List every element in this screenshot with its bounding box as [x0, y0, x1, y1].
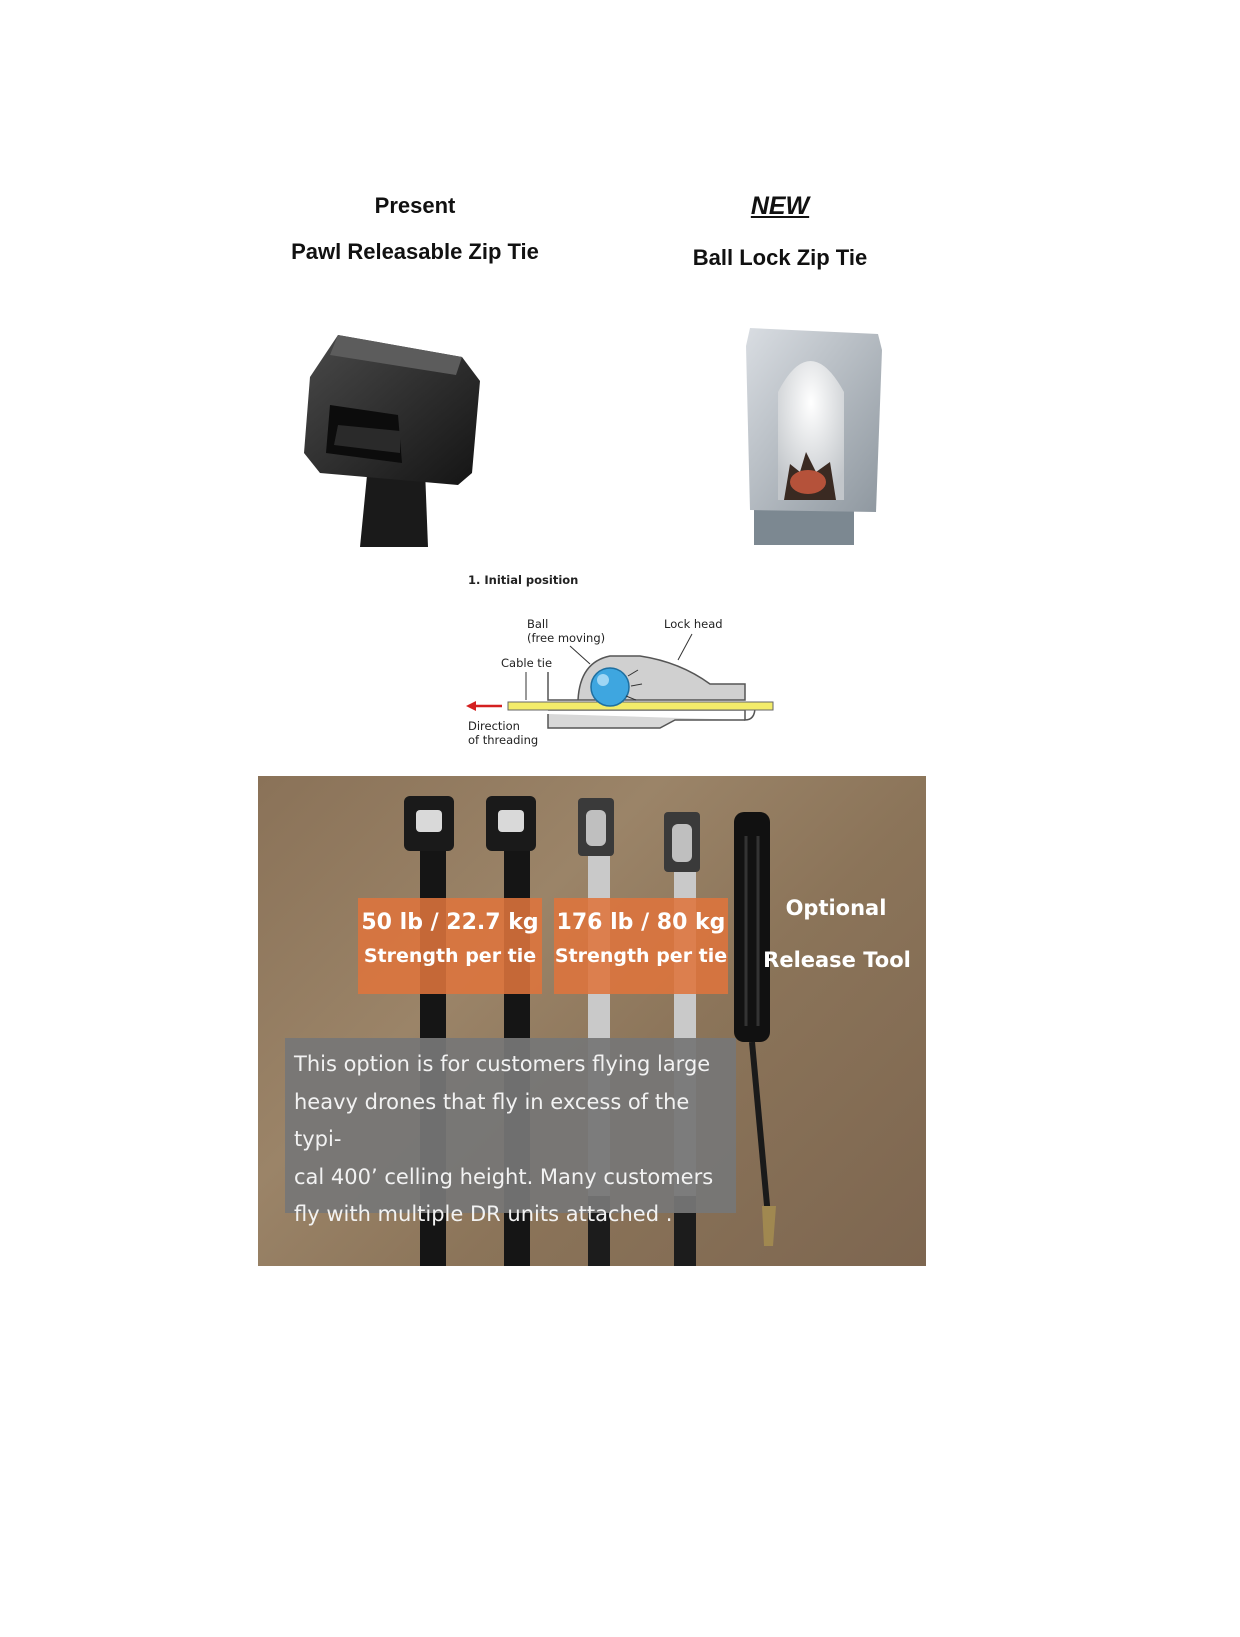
steel-strength-value: 176 lb / 80 kg — [556, 910, 726, 935]
optional-label: Optional — [785, 896, 887, 920]
pawl-zip-tie-label: Pawl Releasable Zip Tie — [291, 239, 539, 264]
steel-strength-box — [554, 898, 728, 994]
pawl-zip-tie-image — [290, 325, 490, 550]
steel-strength-label: Strength per tie — [554, 945, 728, 967]
new-heading — [690, 192, 870, 221]
ball-icon — [591, 668, 629, 706]
nylon-strength-value: 50 lb / 22.7 kg — [361, 910, 539, 935]
diagram-ball-label: Ball — [527, 617, 549, 631]
diagram-lock-head-label: Lock head — [664, 617, 723, 631]
ball-lock-label: Ball Lock Zip Tie — [692, 245, 868, 270]
description-line: This option is for customers flying large — [294, 1052, 711, 1076]
ball-lock-diagram — [460, 572, 790, 752]
diagram-direction-label: Direction — [468, 719, 520, 733]
present-label: Present — [374, 193, 456, 218]
description-box — [285, 1038, 736, 1226]
present-heading — [300, 193, 530, 219]
pawl-zip-tie-heading — [270, 239, 560, 265]
description-line: heavy drones that fly in excess of the typi- — [294, 1089, 690, 1151]
description-line: fly with multiple DR units attached . — [294, 1202, 673, 1226]
diagram-title: 1. Initial position — [468, 573, 579, 587]
description-line: cal 400’ celling height. Many customers — [294, 1164, 714, 1189]
new-label: NEW — [750, 192, 810, 220]
ball-lock-zip-tie-image — [740, 322, 890, 547]
nylon-strength-label: Strength per tie — [363, 945, 537, 967]
diagram-threading-label: of threading — [468, 733, 539, 747]
release-tool-label: Release Tool — [763, 948, 911, 972]
diagram-ball-free-label: (free moving) — [527, 631, 606, 645]
diagram-cable-tie-label: Cable tie — [501, 656, 553, 670]
ball-lock-heading — [670, 245, 890, 271]
nylon-strength-box — [358, 898, 542, 994]
zip-ties-photo — [258, 776, 926, 1266]
